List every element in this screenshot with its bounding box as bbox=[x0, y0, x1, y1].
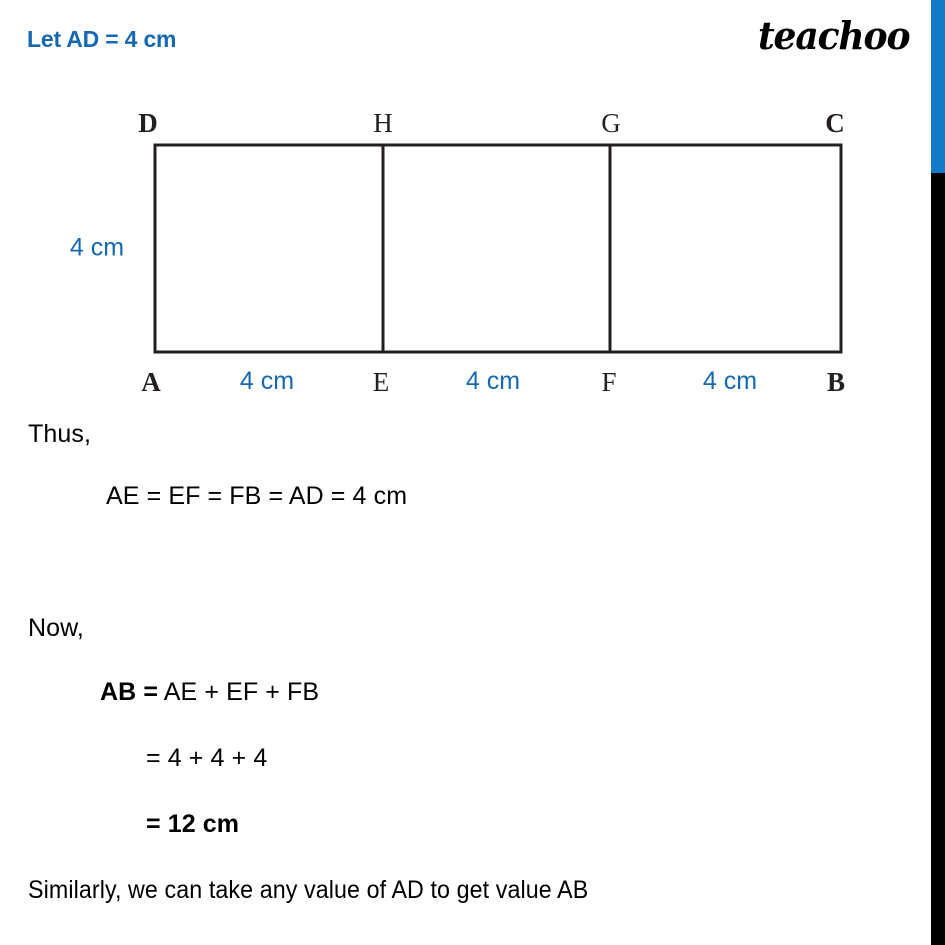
text-ab-result: = 12 cm bbox=[146, 810, 240, 838]
vertex-label-b: B bbox=[826, 367, 846, 397]
text-ab-sum-rest: AE + EF + FB bbox=[158, 678, 320, 706]
vertex-label-f: F bbox=[601, 367, 617, 397]
dimension-label-fb: 4 cm bbox=[702, 367, 758, 395]
text-thus: Thus, bbox=[28, 420, 92, 448]
vertex-label-e: E bbox=[372, 367, 390, 397]
text-equalities: AE = EF = FB = AD = 4 cm bbox=[106, 482, 408, 510]
vertex-label-h: H bbox=[373, 108, 393, 138]
rectangle-abcd bbox=[155, 145, 841, 352]
text-ab-sum bbox=[100, 678, 319, 707]
vertex-label-a: A bbox=[141, 367, 161, 397]
text-ab-sum-prefix: AB = bbox=[100, 678, 159, 706]
teachoo-logo: teachoo bbox=[757, 13, 909, 58]
vertex-label-g: G bbox=[601, 108, 621, 138]
dimension-label-ae: 4 cm bbox=[239, 367, 295, 395]
text-ab-values: = 4 + 4 + 4 bbox=[146, 744, 268, 772]
dimension-label-ef: 4 cm bbox=[465, 367, 521, 395]
diagram-shapes bbox=[155, 145, 841, 352]
diagram-svg bbox=[0, 0, 945, 410]
dimension-label-ad: 4 cm bbox=[69, 233, 125, 262]
rectangle-diagram bbox=[0, 0, 945, 410]
text-closing: Similarly, we can take any value of AD to get value AB bbox=[28, 876, 589, 904]
vertex-label-d: D bbox=[138, 108, 158, 138]
text-now: Now, bbox=[28, 614, 84, 642]
page-title: Let AD = 4 cm bbox=[27, 26, 177, 52]
vertex-label-c: C bbox=[825, 108, 845, 138]
